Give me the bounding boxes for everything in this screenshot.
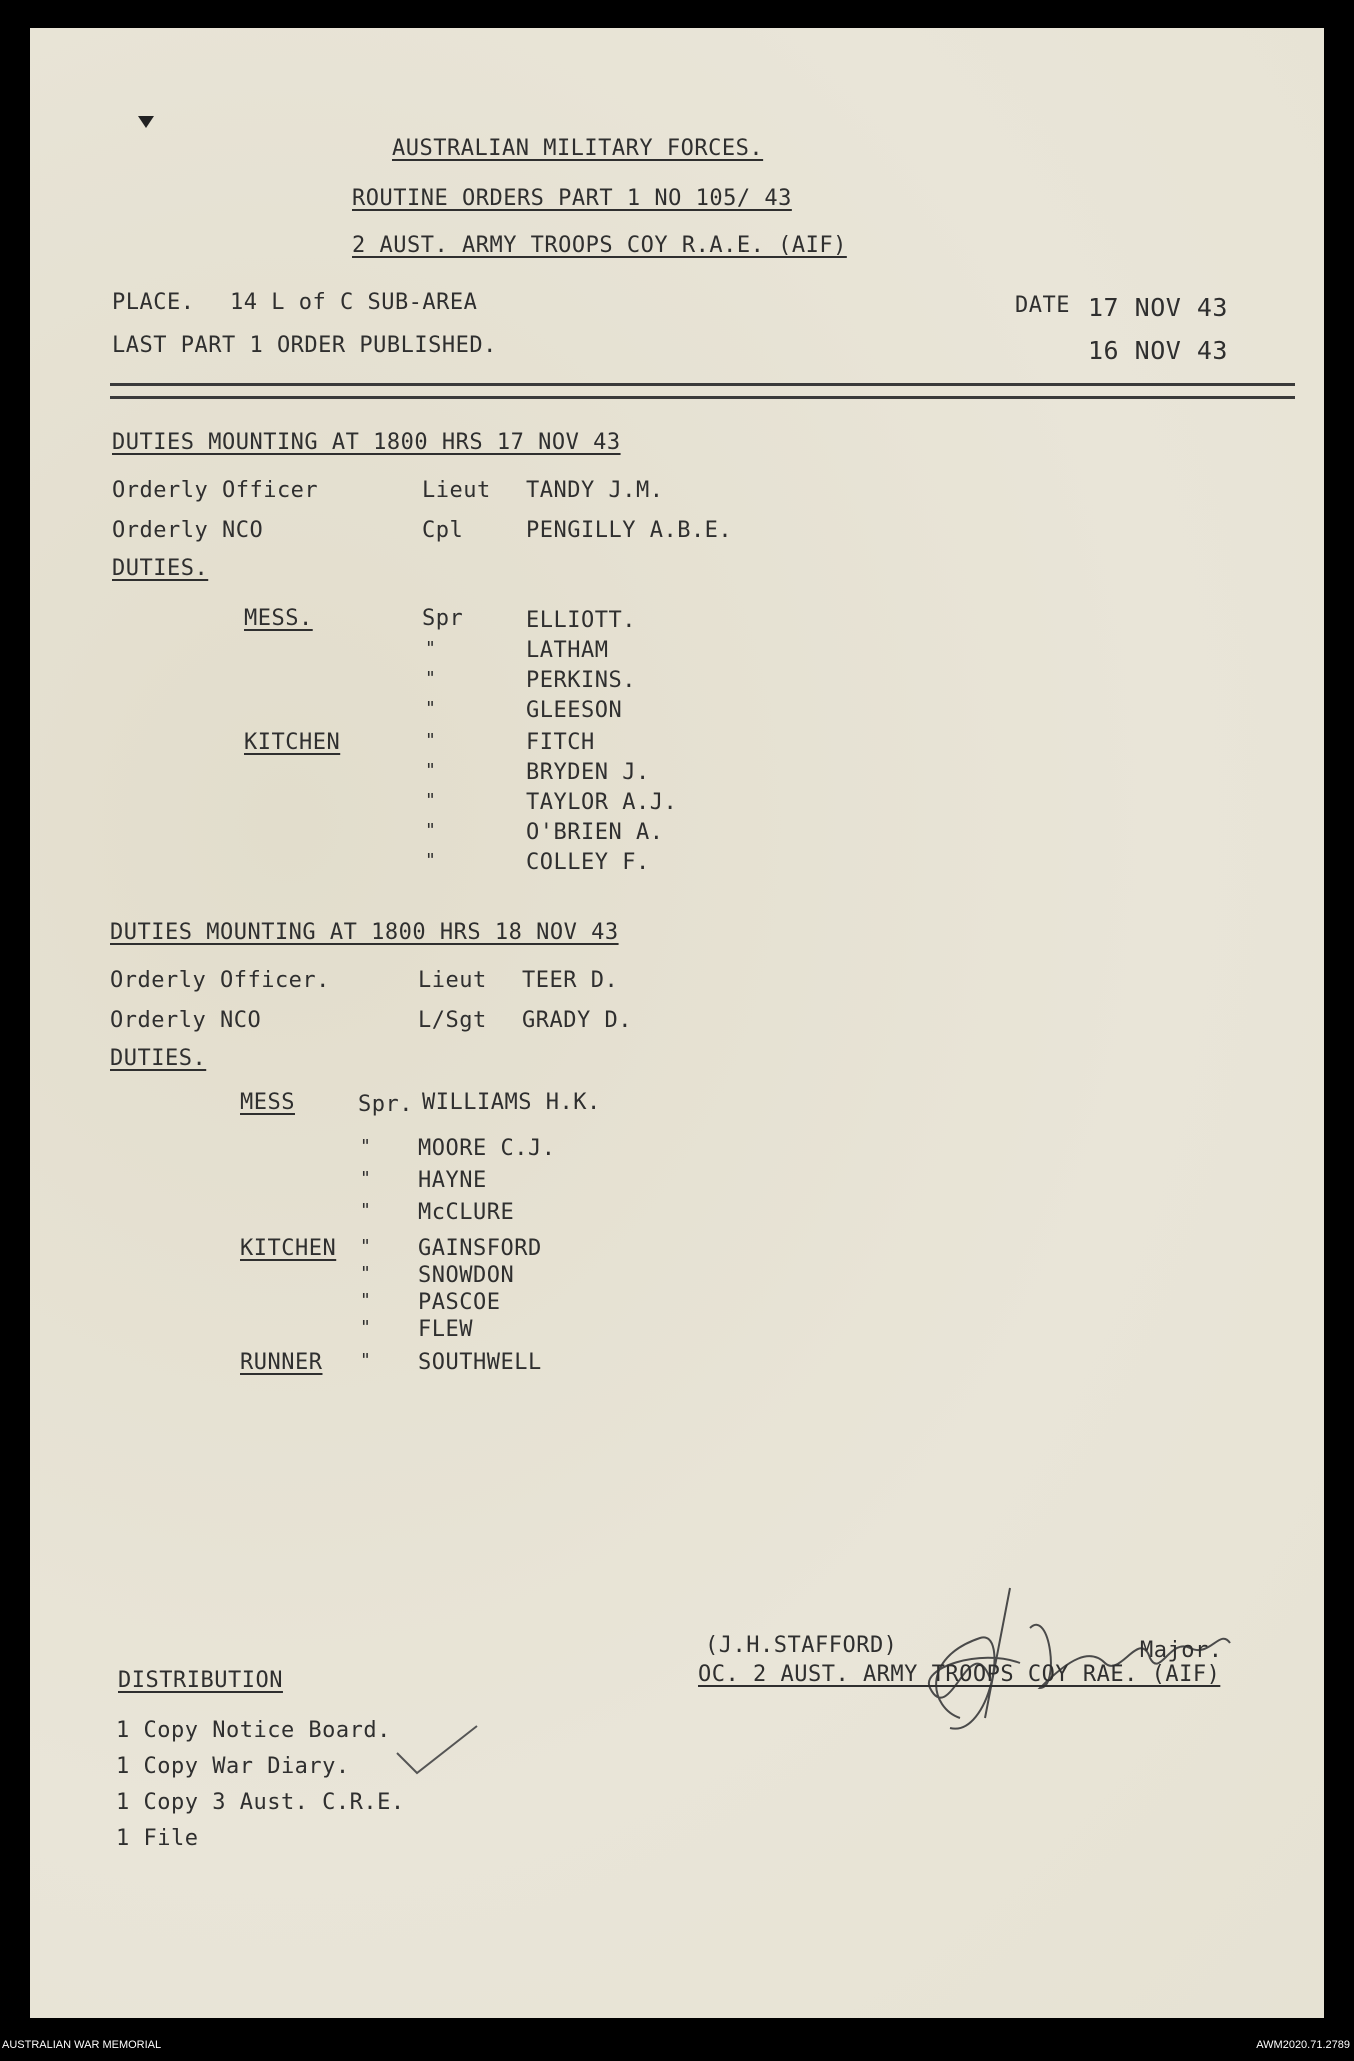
runner-label: RUNNER — [240, 1350, 323, 1375]
ditto-mark: " — [425, 698, 436, 719]
ditto-mark: " — [360, 1136, 371, 1157]
duty-name: TAYLOR A.J. — [526, 790, 678, 815]
nco-rank: Cpl — [422, 518, 464, 543]
check-mark-icon — [392, 1718, 482, 1778]
document-page — [30, 28, 1324, 2018]
header-orders: ROUTINE ORDERS PART 1 NO 105/ 43 — [352, 186, 792, 211]
ditto-mark: " — [360, 1168, 371, 1189]
header-unit: 2 AUST. ARMY TROOPS COY R.A.E. (AIF) — [352, 233, 847, 258]
ditto-mark: " — [425, 730, 436, 751]
last-order-label: LAST PART 1 ORDER PUBLISHED. — [112, 333, 497, 358]
punch-hole-mark — [138, 116, 154, 128]
duty-name: SOUTHWELL — [418, 1350, 542, 1375]
place-value: 14 L of C SUB-AREA — [230, 290, 478, 315]
duty-name: GLEESON — [526, 698, 623, 723]
duty-name: O'BRIEN A. — [526, 820, 664, 845]
distribution-item: 1 Copy War Diary. — [116, 1754, 350, 1779]
nco-name: PENGILLY A.B.E. — [526, 518, 733, 543]
duty-rank: Spr. — [358, 1092, 413, 1117]
duty-name: SNOWDON — [418, 1263, 515, 1288]
orderly-nco-label: Orderly NCO — [110, 1008, 262, 1033]
duty-name: FITCH — [526, 730, 595, 755]
ditto-mark: " — [360, 1290, 371, 1311]
mess-label: MESS — [240, 1090, 295, 1115]
place-label: PLACE. — [112, 290, 195, 315]
separator-rule — [110, 396, 1295, 399]
duty-name: PASCOE — [418, 1290, 501, 1315]
distribution-item: 1 Copy 3 Aust. C.R.E. — [116, 1790, 405, 1815]
footer-accession: AWM2020.71.2789 — [1256, 2039, 1350, 2051]
duty-name: GAINSFORD — [418, 1236, 542, 1261]
orderly-nco-label: Orderly NCO — [112, 518, 264, 543]
duty-name: HAYNE — [418, 1168, 487, 1193]
ditto-mark: " — [425, 820, 436, 841]
signatory-name: (J.H.STAFFORD) — [705, 1633, 898, 1658]
header-title: AUSTRALIAN MILITARY FORCES. — [392, 136, 764, 161]
ditto-mark: " — [360, 1350, 371, 1371]
section1-heading: DUTIES MOUNTING AT 1800 HRS 17 NOV 43 — [112, 430, 621, 455]
ditto-mark: " — [360, 1200, 371, 1221]
ditto-mark: " — [425, 790, 436, 811]
duty-name: FLEW — [418, 1317, 473, 1342]
duty-rank: Spr — [422, 606, 464, 631]
duty-name: COLLEY F. — [526, 850, 650, 875]
last-order-date: 16 NOV 43 — [1088, 336, 1228, 365]
footer-credit: AUSTRALIAN WAR MEMORIAL — [2, 2039, 162, 2051]
duty-name: ELLIOTT. — [526, 608, 636, 633]
section2-heading: DUTIES MOUNTING AT 1800 HRS 18 NOV 43 — [110, 920, 619, 945]
ditto-mark: " — [425, 668, 436, 689]
distribution-item: 1 File — [116, 1826, 199, 1851]
distribution-item: 1 Copy Notice Board. — [116, 1718, 391, 1743]
ditto-mark: " — [425, 638, 436, 659]
date-label: DATE — [1015, 293, 1070, 318]
officer-rank: Lieut — [418, 968, 487, 993]
duty-name: McCLURE — [418, 1200, 515, 1225]
duties-label: DUTIES. — [112, 556, 209, 581]
officer-rank: Lieut — [422, 478, 491, 503]
signatory-rank: Major. — [1140, 1638, 1223, 1663]
duty-name: BRYDEN J. — [526, 760, 650, 785]
nco-name: GRADY D. — [522, 1008, 632, 1033]
duty-name: PERKINS. — [526, 668, 636, 693]
duty-name: LATHAM — [526, 638, 609, 663]
officer-name: TANDY J.M. — [526, 478, 664, 503]
kitchen-label: KITCHEN — [240, 1236, 337, 1261]
ditto-mark: " — [360, 1317, 371, 1338]
ditto-mark: " — [425, 760, 436, 781]
separator-rule — [110, 383, 1295, 386]
distribution-heading: DISTRIBUTION — [118, 1668, 283, 1693]
kitchen-label: KITCHEN — [244, 730, 341, 755]
date-value: 17 NOV 43 — [1088, 293, 1228, 322]
mess-label: MESS. — [244, 606, 313, 631]
ditto-mark: " — [360, 1263, 371, 1284]
officer-name: TEER D. — [522, 968, 619, 993]
ditto-mark: " — [360, 1236, 371, 1257]
duty-name: WILLIAMS H.K. — [422, 1090, 601, 1115]
ditto-mark: " — [425, 850, 436, 871]
duty-name: MOORE C.J. — [418, 1136, 556, 1161]
signatory-title: OC. 2 AUST. ARMY TROOPS COY RAE. (AIF) — [698, 1662, 1221, 1687]
duties-label: DUTIES. — [110, 1046, 207, 1071]
nco-rank: L/Sgt — [418, 1008, 487, 1033]
orderly-officer-label: Orderly Officer. — [110, 968, 330, 993]
orderly-officer-label: Orderly Officer — [112, 478, 319, 503]
